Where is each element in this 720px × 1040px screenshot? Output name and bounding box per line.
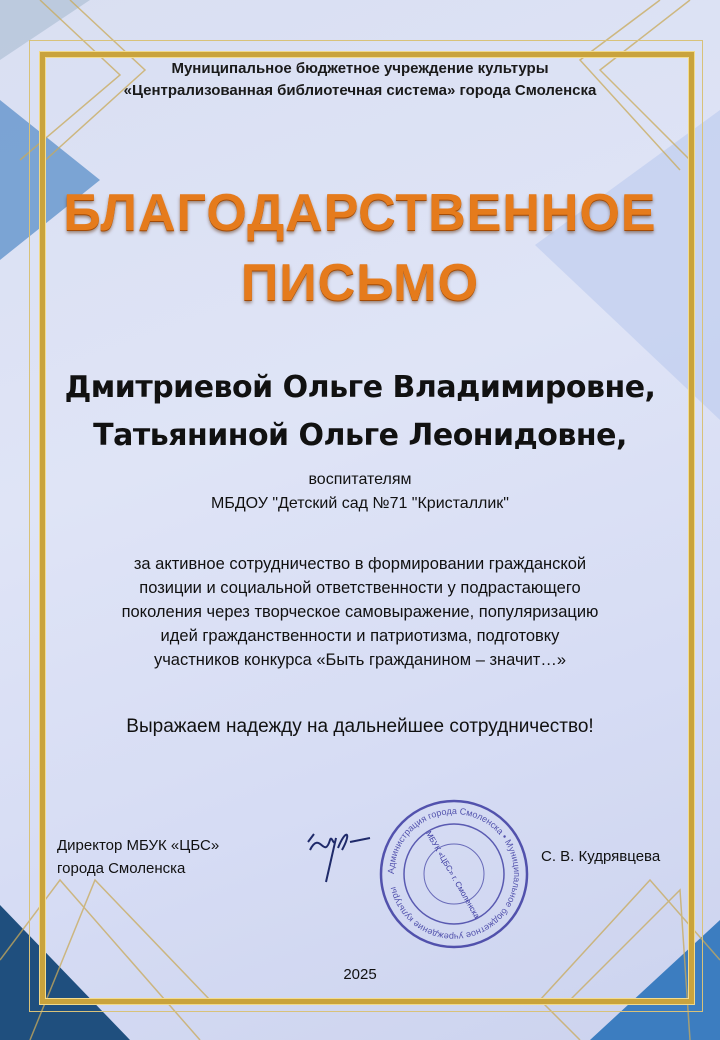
official-stamp — [376, 796, 532, 952]
recipient-role — [0, 468, 720, 516]
organization-header — [0, 58, 720, 102]
recipient-name-1: Дмитриевой Ольге Владимировне, — [64, 370, 656, 405]
director-title — [57, 834, 219, 880]
reason-line: за активное сотрудничество в формировании гражданской — [133, 555, 587, 573]
year: 2025 — [343, 966, 377, 983]
org-line-2: «Централизованная библиотечная система» города Смоленска — [123, 82, 597, 99]
title-line-1: БЛАГОДАРСТВЕННОЕ — [63, 184, 657, 242]
reason-line: позиции и социальной ответственности у подрастающего — [139, 579, 581, 597]
stamp-inner-text: МБУК «ЦБС» г. Смоленска — [423, 829, 482, 920]
recipient-name-2: Татьяниной Ольге Леонидовне, — [93, 418, 627, 453]
reason-line: участников конкурса «Быть гражданином – значит…» — [153, 651, 567, 669]
reason-line: поколения через творческое самовыражение, популяризацию — [121, 603, 599, 621]
signer-name: С. В. Кудрявцева — [541, 848, 661, 865]
title-line-2: ПИСЬМО — [240, 254, 480, 312]
closing-text: Выражаем надежду на дальнейшее сотрудничество! — [126, 716, 594, 737]
director-line-2: города Смоленска — [57, 860, 186, 877]
reason-text — [0, 552, 720, 672]
director-line-1: Директор МБУК «ЦБС» — [57, 837, 220, 854]
role-text: воспитателям — [308, 471, 412, 488]
recipient-names — [0, 364, 720, 460]
handwritten-signature — [300, 820, 380, 890]
document-title — [0, 178, 720, 318]
org-line-1: Муниципальное бюджетное учреждение культуры — [171, 60, 549, 77]
institution-text: МБДОУ "Детский сад №71 "Кристаллик" — [211, 495, 509, 512]
stamp-outer-text: Администрация города Смоленска • Муниципальное бюджетное учреждение культуры — [385, 805, 523, 943]
reason-line: идей гражданственности и патриотизма, подготовку — [160, 627, 560, 645]
